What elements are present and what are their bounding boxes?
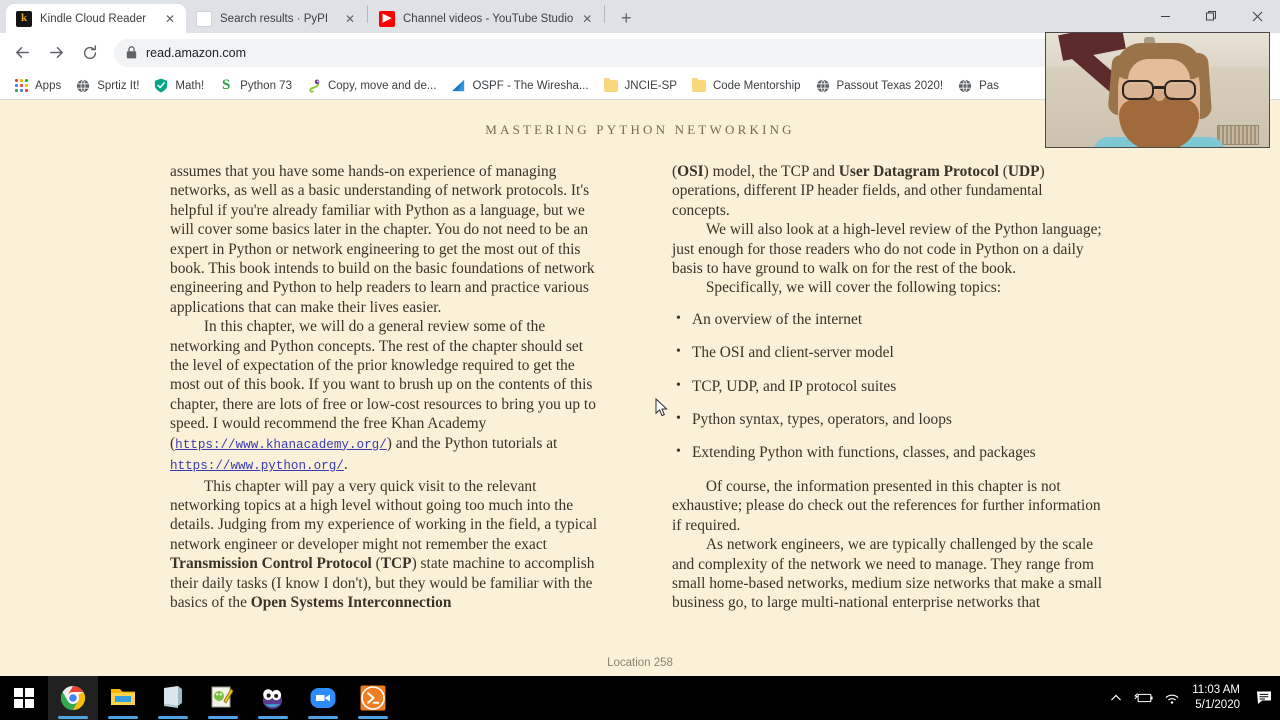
tab-close-icon[interactable]: ✕	[582, 11, 593, 26]
bookmark-code-mentorship[interactable]	[685, 75, 807, 97]
minimize-icon[interactable]	[1142, 0, 1188, 32]
list-item: • An overview of the internet	[672, 310, 1102, 329]
show-hidden-icons-chevron[interactable]	[1102, 676, 1130, 720]
glasses-bridge	[1154, 86, 1164, 89]
windows-taskbar	[0, 676, 1280, 720]
bookmark-label: OSPF - The Wiresha...	[472, 79, 589, 92]
paragraph-text: (	[672, 163, 678, 180]
bold-term: Open Systems Interconnection	[250, 593, 452, 611]
paragraph-text: ) state machine to accomplish their daily tasks (I know I don't), but they would be familiar with the basics of the	[170, 555, 595, 611]
globe-icon	[815, 78, 831, 94]
paragraph-text: In this chapter, we will do a general review some of the networking and Python concepts. The rest of the chapter should set the level of expectation of the prior knowledge required to get the most out of this book. If you want to brush up on the contents of this chapter, there are lots of free or low-cost resources to bring you up to speed. I would recommend the free Khan Academy (	[170, 318, 596, 452]
bookmark-label: Sprtiz It!	[97, 79, 140, 92]
paragraph	[672, 162, 1102, 220]
tab-close-icon[interactable]: ✕	[344, 11, 356, 26]
system-tray	[1102, 676, 1280, 720]
paragraph	[170, 477, 600, 613]
sublime-s-icon: S	[222, 77, 231, 93]
book-right-column	[672, 162, 1102, 613]
taskbar-item-zoom[interactable]	[298, 676, 348, 720]
chrome-icon	[60, 685, 86, 711]
taskbar-item-file-explorer[interactable]	[98, 676, 148, 720]
close-icon[interactable]	[1234, 0, 1280, 32]
air-vent	[1217, 125, 1259, 145]
glasses-lens	[1122, 80, 1154, 100]
location-indicator: Location 258	[607, 657, 673, 669]
paragraph-text: ) model, the TCP and	[703, 163, 839, 180]
taskbar-clock[interactable]	[1186, 683, 1250, 713]
tab-separator	[367, 5, 368, 23]
paragraph: Specifically, we will cover the following topics:	[705, 279, 1002, 297]
taskbar-item-chrome[interactable]	[48, 676, 98, 720]
bookmark-label: Passout Texas 2020!	[836, 79, 944, 92]
paragraph-text: (	[998, 163, 1008, 180]
kindle-reader-page	[0, 100, 1280, 676]
bookmark-passout-overflow[interactable]	[951, 75, 1005, 97]
paragraph: Of course, the information presented in this chapter is not exhaustive; please do check out the references for further information if required.	[672, 477, 1101, 534]
list-item: • Extending Python with functions, classes, and packages	[672, 443, 1102, 462]
tab-strip	[0, 0, 1280, 33]
paragraph-text: ) and the Python tutorials at	[386, 434, 558, 452]
windows-start-icon[interactable]	[0, 676, 48, 720]
kindle-icon: k	[16, 11, 32, 27]
tab-separator	[604, 5, 605, 23]
tab-title: Channel videos - YouTube Studio	[403, 12, 574, 25]
bookmark-apps[interactable]	[7, 75, 67, 97]
bookmark-label: Apps	[35, 79, 62, 92]
reload-icon[interactable]	[76, 39, 104, 67]
folder-icon	[603, 78, 619, 94]
bookmark-sprtiz-it[interactable]	[69, 75, 145, 97]
apps-grid-icon	[13, 78, 29, 94]
notepadpp-icon	[210, 685, 236, 711]
paragraph-text: ) operations, different IP header fields, and other fundamental concepts.	[672, 163, 1045, 219]
bookmark-label: Code Mentorship	[712, 79, 801, 92]
bold-term: UDP	[1007, 163, 1040, 180]
taskbar-item-powershell[interactable]	[348, 676, 398, 720]
bold-term: User Datagram Protocol	[838, 163, 999, 180]
topics-list	[672, 310, 1102, 463]
taskbar-item-gimp[interactable]	[248, 676, 298, 720]
paragraph-text: (	[371, 555, 381, 573]
taskbar-item-notepadpp[interactable]	[198, 676, 248, 720]
gimp-icon	[260, 685, 286, 711]
webcam-overlay[interactable]	[1045, 32, 1270, 148]
gecko-icon	[306, 78, 322, 94]
onenote-icon	[160, 685, 186, 711]
paragraph-text: .	[343, 456, 348, 474]
list-item: • Python syntax, types, operators, and loops	[672, 410, 1102, 429]
python-org-link[interactable]: https://www.python.org/	[170, 459, 344, 474]
tab-title: Kindle Cloud Reader	[40, 12, 147, 25]
bookmark-label: Pas	[979, 79, 999, 92]
window-controls	[1142, 0, 1280, 32]
folder-icon	[691, 78, 707, 94]
tab-youtube-studio[interactable]	[369, 4, 603, 33]
book-title-header: MASTERING PYTHON NETWORKING	[485, 122, 795, 137]
bookmark-math[interactable]	[147, 75, 210, 97]
zoom-icon	[310, 685, 336, 711]
clock-date: 5/1/2020	[1195, 699, 1240, 711]
tab-close-icon[interactable]: ✕	[164, 11, 176, 26]
wireshark-fin-icon	[450, 78, 466, 94]
globe-icon	[957, 78, 973, 94]
bold-term: OSI	[677, 163, 704, 180]
bookmark-jncie-sp[interactable]	[597, 75, 683, 97]
bookmark-label: Python 73	[240, 79, 292, 92]
list-item: • The OSI and client-server model	[672, 343, 1102, 362]
book-left-column	[170, 162, 600, 613]
paragraph-text: This chapter will pay a very quick visit to the relevant networking topics at a high level without going too much into the details. Judging from my experience of working in the field, a typical network engineer or developer might not remember the exact	[170, 477, 597, 553]
bookmark-label: Math!	[175, 79, 205, 92]
tab-title: Search results · PyPI	[220, 12, 329, 25]
bookmark-python-73[interactable]	[212, 75, 298, 97]
battery-charging-icon[interactable]	[1130, 676, 1158, 720]
shield-check-icon	[153, 78, 169, 94]
pypi-icon	[196, 11, 212, 27]
wifi-icon[interactable]	[1158, 676, 1186, 720]
lock-icon	[126, 46, 137, 59]
paragraph: assumes that you have some hands-on experience of managing networks, as well as a basic understanding of network protocols. It's helpful if you're already familiar with Python as a language, but we will cover some basics later in the chapter. You do not need to be an expert in Python or network engineering to get the most out of this book. This book intends to build on the basic foundations of network engineering and Python to help readers to learn and practice various applications that can make their lives easier.	[170, 163, 595, 316]
paragraph: As network engineers, we are typically challenged by the scale and complexity of the network we need to manage. They range from small home-based networks, medium size networks that make a small business go, to large multi-national enterprise networks that	[672, 536, 1102, 612]
bookmark-passout-texas-2020[interactable]	[809, 75, 950, 97]
bold-term: Transmission Control Protocol	[170, 555, 372, 573]
forward-arrow-icon[interactable]	[42, 39, 70, 67]
clock-time: 11:03 AM	[1192, 684, 1240, 696]
address-bar-url: read.amazon.com	[146, 45, 247, 60]
tab-pypi-search-results[interactable]	[186, 4, 366, 33]
person-glasses	[1122, 80, 1198, 100]
glasses-lens	[1164, 80, 1196, 100]
new-tab-button[interactable]: +	[621, 8, 632, 28]
list-item: • TCP, UDP, and IP protocol suites	[672, 377, 1102, 396]
taskbar-item-onenote[interactable]	[148, 676, 198, 720]
bookmark-copy-move-and-de[interactable]	[300, 75, 442, 97]
globe-icon	[75, 78, 91, 94]
bookmark-ospf-the-wireshark[interactable]	[444, 75, 594, 97]
mouse-cursor	[655, 398, 669, 418]
file-explorer-icon	[110, 685, 136, 711]
back-arrow-icon[interactable]	[8, 39, 36, 67]
book-columns	[0, 162, 1280, 613]
khan-academy-link[interactable]: https://www.khanacademy.org/	[175, 437, 387, 452]
youtube-icon: ▶	[379, 11, 395, 27]
bold-term: TCP	[380, 555, 412, 573]
action-center-icon[interactable]	[1250, 676, 1280, 720]
bookmark-label: Copy, move and de...	[327, 79, 437, 92]
maximize-icon[interactable]	[1188, 0, 1234, 32]
tab-kindle-cloud-reader[interactable]	[6, 4, 186, 33]
paragraph	[170, 317, 600, 476]
paragraph: We will also look at a high-level review of the Python language; just enough for those readers who do not code in Python on a daily basis to have ground to walk on for the rest of the book.	[672, 221, 1102, 278]
bookmark-label: JNCIE-SP	[624, 79, 677, 92]
powershell-icon	[360, 685, 386, 711]
